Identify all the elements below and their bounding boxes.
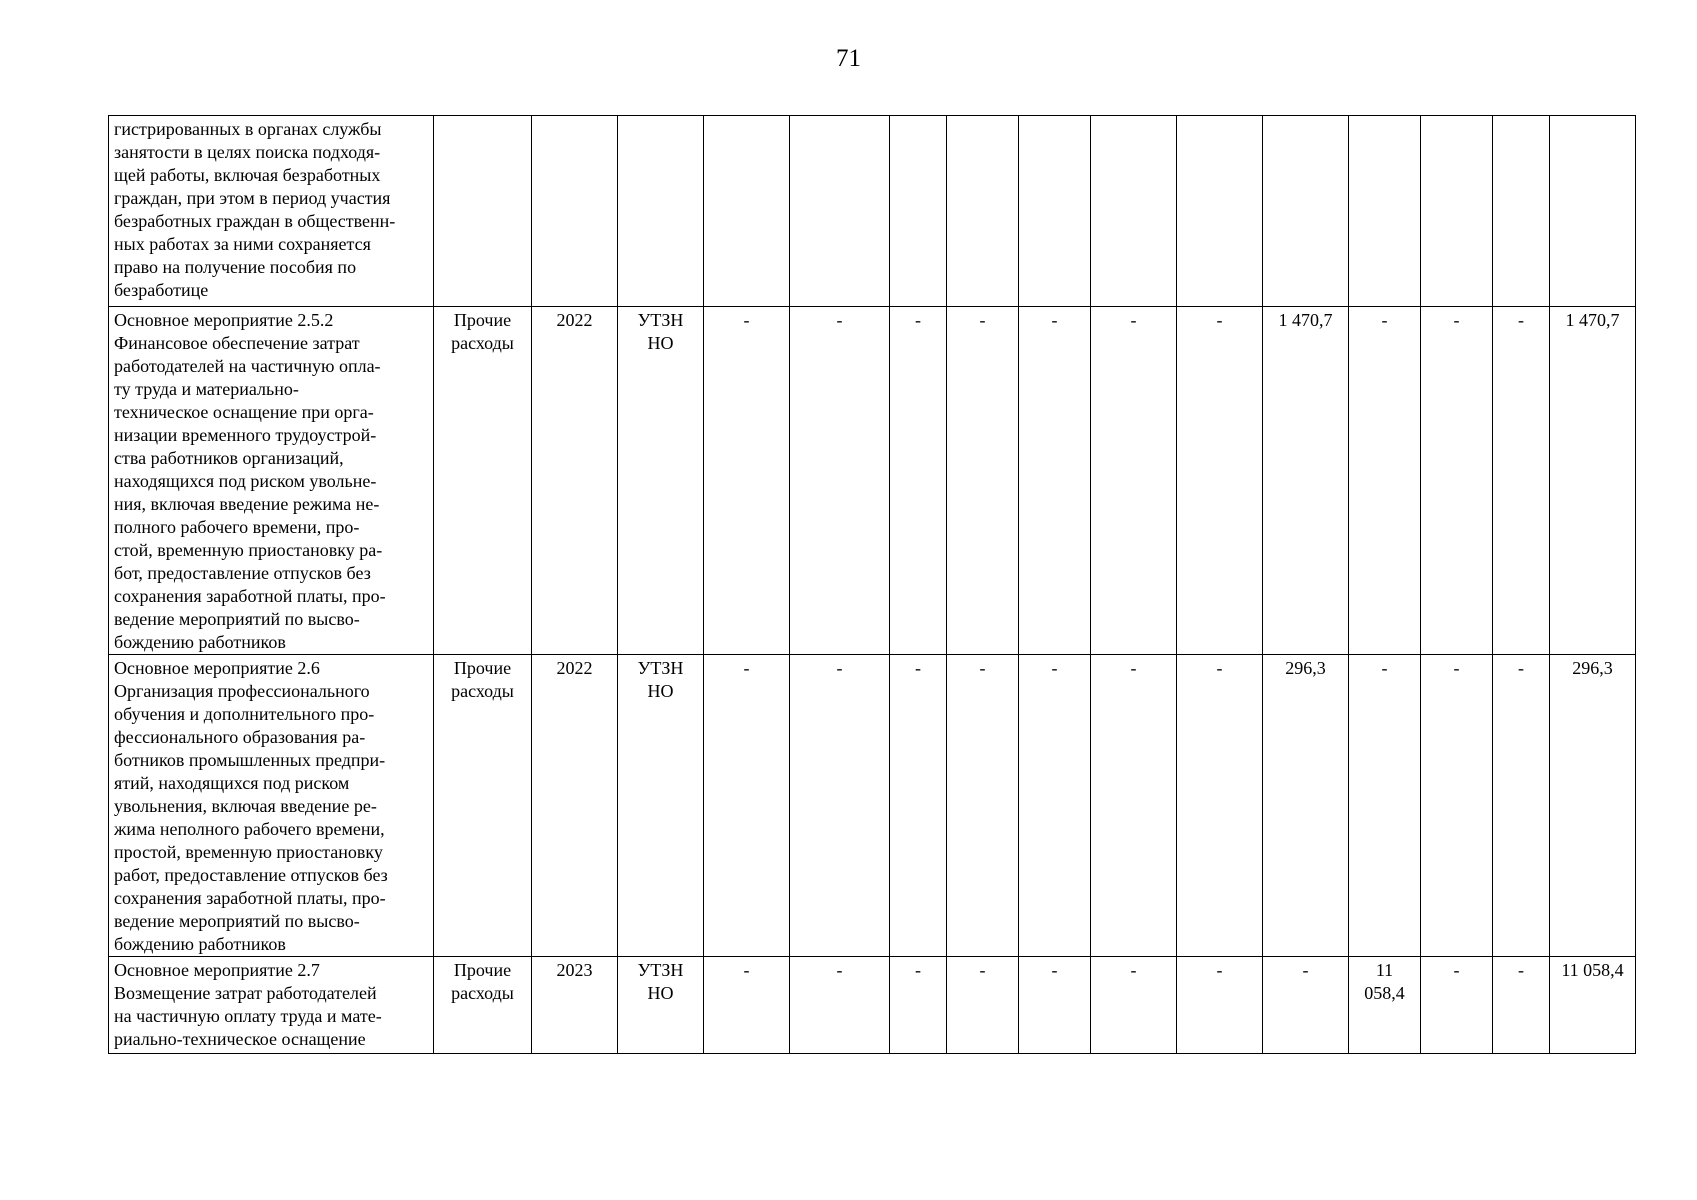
table-cell: Прочие расходы <box>434 307 532 655</box>
table-cell: - <box>947 957 1019 1054</box>
description-line: Основное мероприятие 2.7 <box>114 960 320 980</box>
table-cell: - <box>790 307 890 655</box>
table-cell: - <box>890 307 947 655</box>
table-row <box>109 116 1636 307</box>
table-cell <box>1421 116 1493 307</box>
table-cell: - <box>1493 307 1550 655</box>
description-line: занятости в целях поиска подходя- <box>114 142 381 162</box>
table-cell: - <box>790 655 890 957</box>
description-line: техническое оснащение при орга- <box>114 402 374 422</box>
table-cell: - <box>790 957 890 1054</box>
table-cell: - <box>1177 307 1263 655</box>
table-cell: УТЗН НО <box>618 957 704 1054</box>
description-line: безработных граждан в общественн- <box>114 211 396 231</box>
description-line: бождению работников <box>114 934 286 954</box>
description-line: фессионального образования ра- <box>114 727 366 747</box>
description-line: стой, временную приостановку ра- <box>114 540 383 560</box>
table-cell: - <box>1349 307 1421 655</box>
description-line: сохранения заработной платы, про- <box>114 586 386 606</box>
table-row <box>109 655 1636 957</box>
table-cell: 296,3 <box>1550 655 1636 957</box>
table-cell: - <box>704 307 790 655</box>
page-number: 71 <box>836 45 861 72</box>
table-cell: - <box>1019 957 1091 1054</box>
description-line: простой, временную приостановку <box>114 842 383 862</box>
table-cell: 2023 <box>532 957 618 1054</box>
description-line: риально-техническое оснащение <box>114 1029 366 1049</box>
description-line: бождению работников <box>114 632 286 652</box>
table-cell: - <box>1019 307 1091 655</box>
description-line: щей работы, включая безработных <box>114 165 381 185</box>
activity-description <box>109 957 434 1054</box>
table-cell <box>704 116 790 307</box>
description-line: граждан, при этом в период участия <box>114 188 391 208</box>
table-cell: 2022 <box>532 307 618 655</box>
description-line: право на получение пособия по <box>114 257 357 277</box>
activity-description <box>109 307 434 655</box>
table-cell: - <box>1177 655 1263 957</box>
table-row <box>109 957 1636 1054</box>
description-line: ятий, находящихся под риском <box>114 773 350 793</box>
table-cell: - <box>1493 655 1550 957</box>
table-cell <box>790 116 890 307</box>
table-row <box>109 307 1636 655</box>
description-line: Основное мероприятие 2.5.2 <box>114 310 334 330</box>
description-line: ных работах за ними сохраняется <box>114 234 371 254</box>
description-line: работ, предоставление отпусков без <box>114 865 388 885</box>
description-line: жима неполного рабочего времени, <box>114 819 385 839</box>
budget-table <box>108 115 1636 1054</box>
table-cell <box>1019 116 1091 307</box>
description-line: увольнения, включая введение ре- <box>114 796 377 816</box>
activity-description <box>109 655 434 957</box>
table-body <box>109 116 1636 1054</box>
table-cell: 11 058,4 <box>1349 957 1421 1054</box>
activity-description <box>109 116 434 307</box>
table-cell: Прочие расходы <box>434 957 532 1054</box>
table-cell: - <box>1421 655 1493 957</box>
description-line: Финансовое обеспечение затрат <box>114 333 360 353</box>
table-cell: 1 470,7 <box>1263 307 1349 655</box>
table-cell: - <box>1349 655 1421 957</box>
table-cell: - <box>890 655 947 957</box>
table-cell <box>890 116 947 307</box>
table-cell: 296,3 <box>1263 655 1349 957</box>
table-cell: - <box>1421 307 1493 655</box>
table-cell: - <box>1019 655 1091 957</box>
description-line: Основное мероприятие 2.6 <box>114 658 320 678</box>
table-cell <box>1263 116 1349 307</box>
table-cell: - <box>1177 957 1263 1054</box>
description-line: Возмещение затрат работодателей <box>114 983 377 1003</box>
table-cell: - <box>890 957 947 1054</box>
description-line: ботников промышленных предпри- <box>114 750 386 770</box>
description-line: ства работников организаций, <box>114 448 344 468</box>
table-cell <box>618 116 704 307</box>
table-cell <box>1091 116 1177 307</box>
table-cell: - <box>704 655 790 957</box>
table-cell <box>947 116 1019 307</box>
description-line: Организация профессионального <box>114 681 370 701</box>
table-cell: 2022 <box>532 655 618 957</box>
description-line: гистрированных в органах службы <box>114 119 382 139</box>
description-line: работодателей на частичную опла- <box>114 356 381 376</box>
table-cell <box>434 116 532 307</box>
table-cell: УТЗН НО <box>618 655 704 957</box>
description-line: ведение мероприятий по высво- <box>114 609 360 629</box>
description-line: ведение мероприятий по высво- <box>114 911 360 931</box>
table-cell: - <box>1493 957 1550 1054</box>
description-line: находящихся под риском увольне- <box>114 471 377 491</box>
table-cell: - <box>1091 655 1177 957</box>
description-line: ния, включая введение режима не- <box>114 494 380 514</box>
table-cell: 11 058,4 <box>1550 957 1636 1054</box>
table-cell <box>532 116 618 307</box>
table-cell: УТЗН НО <box>618 307 704 655</box>
table-cell: - <box>947 307 1019 655</box>
table-cell: - <box>1091 957 1177 1054</box>
table-cell: - <box>1263 957 1349 1054</box>
description-line: на частичную оплату труда и мате- <box>114 1006 382 1026</box>
description-line: ту труда и материально- <box>114 379 299 399</box>
description-line: безработице <box>114 280 209 300</box>
table-cell <box>1493 116 1550 307</box>
description-line: полного рабочего времени, про- <box>114 517 360 537</box>
table-cell: - <box>1421 957 1493 1054</box>
table-cell <box>1349 116 1421 307</box>
table-cell: Прочие расходы <box>434 655 532 957</box>
description-line: обучения и дополнительного про- <box>114 704 375 724</box>
description-line: бот, предоставление отпусков без <box>114 563 371 583</box>
description-line: низации временного трудоустрой- <box>114 425 377 445</box>
table-cell: - <box>1091 307 1177 655</box>
table-cell: 1 470,7 <box>1550 307 1636 655</box>
table-cell: - <box>704 957 790 1054</box>
table-cell: - <box>947 655 1019 957</box>
table-cell <box>1550 116 1636 307</box>
table-cell <box>1177 116 1263 307</box>
description-line: сохранения заработной платы, про- <box>114 888 386 908</box>
